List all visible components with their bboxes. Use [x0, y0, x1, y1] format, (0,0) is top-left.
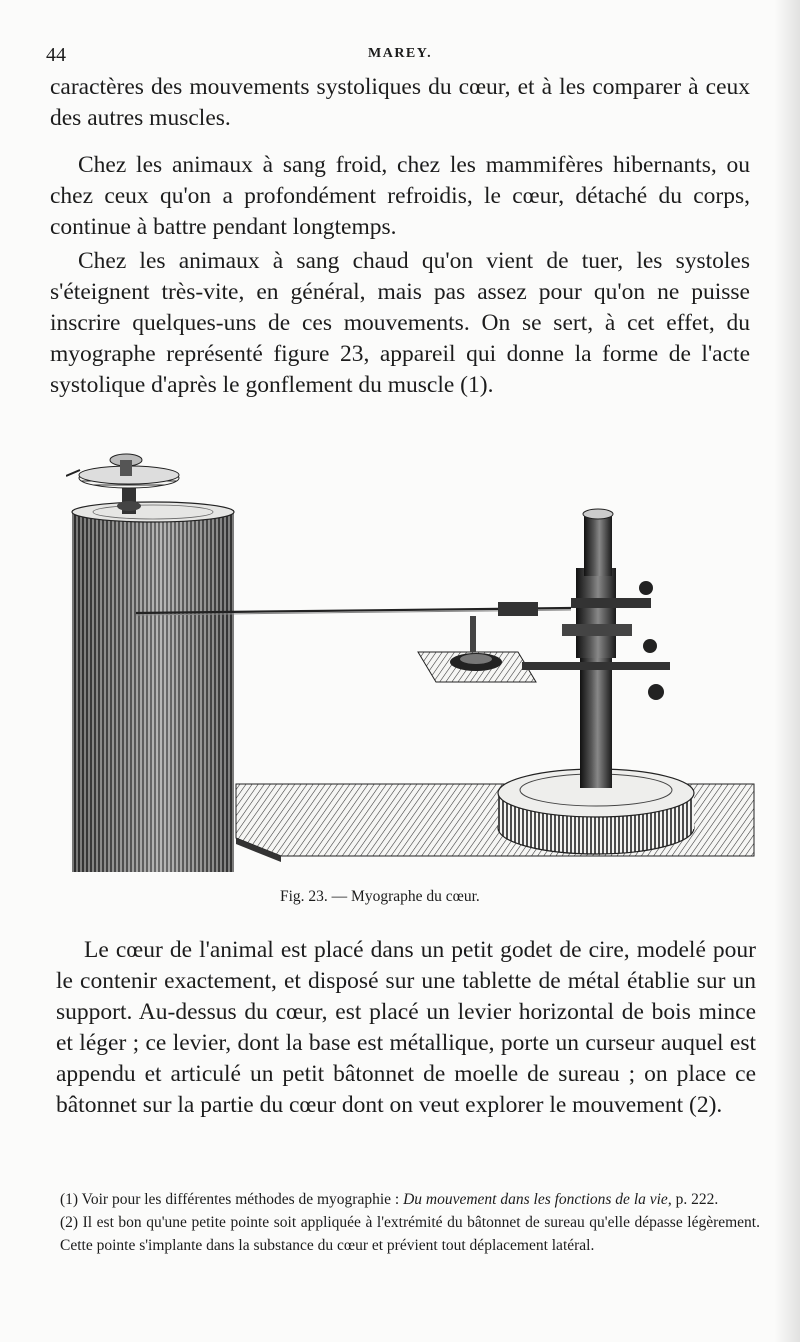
footnote-1-page: , p. 222.	[667, 1191, 719, 1208]
recording-drum	[72, 502, 234, 872]
page-number: 44	[46, 44, 66, 66]
footnote-2: (2) Il est bon qu'une petite pointe soit appliquée à l'extrémité du bâtonnet de sureau qu'elle dépasse légèrement. Cette pointe s'implante dans la substance du cœur et prévient tout déplacement latéral.	[60, 1214, 760, 1254]
running-title: MAREY.	[368, 46, 433, 61]
paragraph-warm-blooded: Chez les animaux à sang chaud qu'on vient de tuer, les systoles s'éteignent très-vite, en général, mais pas assez pour qu'on ne puisse inscrire quelques-uns de ces mouvements. On se sert, à cet effet, du myographe représenté figure 23, appareil qui donne la forme de l'acte systolique d'après le gonflement du muscle (1).	[50, 248, 750, 398]
footnote-1	[60, 1188, 760, 1211]
myograph-engraving	[66, 448, 756, 880]
page-edge-shadow	[774, 0, 800, 1342]
footnote-1-text: (1) Voir pour les différentes méthodes de myographie :	[60, 1191, 404, 1208]
footnotes	[60, 1188, 760, 1257]
footnote-1-title: Du mouvement dans les fonctions de la vie	[403, 1191, 668, 1208]
figure-myograph	[66, 448, 756, 880]
paragraph-heart-placement: Le cœur de l'animal est placé dans un petit godet de cire, modelé pour le contenir exactement, et disposé sur une tablette de métal établie sur un support. Au-dessus du cœur, est placé un levier horizontal de bois mince et léger ; ce levier, dont la base est métallique, porte un curseur auquel est appendu et articulé un petit bâtonnet de moelle de sureau ; on place ce bâtonnet sur la partie du cœur dont on veut explorer le mouvement (2).	[56, 937, 756, 1118]
heart-tablet	[418, 652, 536, 682]
figure-caption: Fig. 23. — Myographe du cœur.	[280, 888, 480, 905]
paragraph-cold-blooded: Chez les animaux à sang froid, chez les mammifères hibernants, ou chez ceux qu'on a profondément refroidis, le cœur, détaché du corps, continue à battre pendant longtemps.	[50, 152, 750, 240]
running-head	[0, 44, 800, 68]
paragraph-intro: caractères des mouvements systoliques du cœur, et à les comparer à ceux des autres muscles.	[50, 74, 750, 131]
